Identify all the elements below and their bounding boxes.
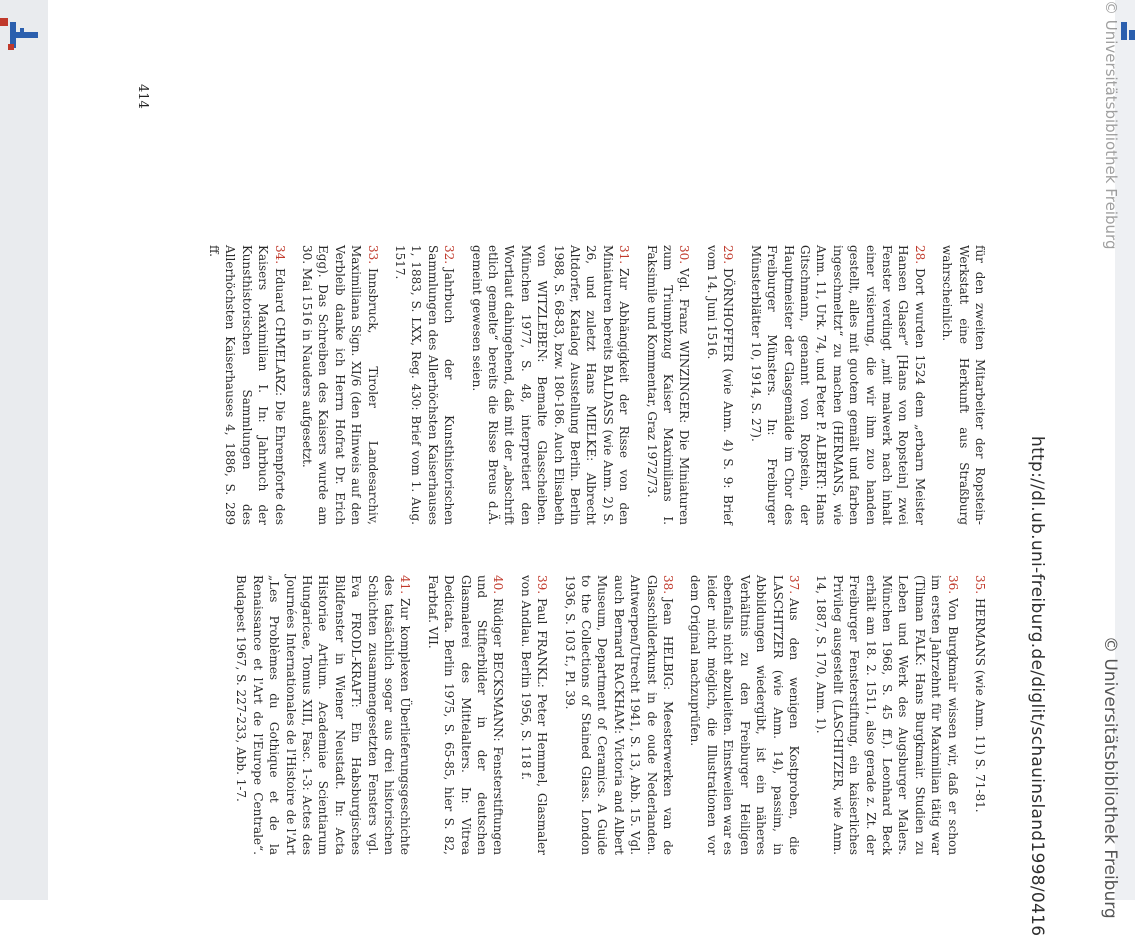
scanner-border-left — [0, 0, 48, 900]
footnote — [747, 245, 927, 525]
footnote-text: Dort wurden 1524 dem „erbarn Meister Hansen Glaser“ [Hans von Ropstein] zwei Fenster verdingt „mit malwerk nach inhalt einer visierung, die wir ihm zuo handen gestellt, alles mit guotem gemält und farben ingeschmeltzt“ zu machen (HERMANS, wie Anm. 11, Urk. 74, und Peter P. ALBERT: Hans Gitschmann, genannt von Ropstein, der Hauptmeister der Glasgemälde im Chor des Freiburger Münsters. In: Freiburger Münsterblätter 10, 1914, S. 27). — [748, 245, 927, 525]
footnote-text: Jahrbuch der Kunsthistorischen Sammlungen des Allerhöchsten Kaiserhauses 1, 1883, S. LXX, Reg. 430: Brief vom 1. Aug. 1517. — [393, 245, 457, 525]
footnote-text: Jean HELBIG: Meesterwerken van de Glasschilderkunst in de oude Nederlanden. Antwerpen/Utrecht 1941, S. 13, Abb. 15. Vgl. auch Bernard RACKHAM: Victoria and Albert Museum, Department of Ceramics. A Guide to the Collections of Stained Glass. London 1936, S. 103 f., Pl. 39. — [562, 575, 676, 855]
document-page — [135, 0, 1000, 900]
footnote-number: 35. — [973, 575, 987, 595]
footnote-text: Zur Abhängigkeit der Risse von den Miniaturen bereits BALDASS (wie Anm. 2) S. 26, und zuletzt Hans MIELKE: Albrecht Altdorfer, Katalog Ausstellung Berlin. Berlin 1988, S. 68-83, bzw. 180-186. Auch Elisabeth von WITZLEBEN: Bemalte Glasscheiben. München 1977, S. 48, interpretiert den Wortlaut dahingehend, daß mit der „abschrift etlich gemelte“ bereits die Risse Breus d.Ä. gemeint gewesen seien. — [469, 245, 632, 525]
footnote-number: 41. — [398, 575, 413, 595]
footnote-column-second — [222, 575, 988, 855]
footnote — [468, 245, 632, 525]
footnote-number: 38. — [661, 575, 676, 595]
footnote-text: Zur komplexen Überlieferungsgeschichte des tatsächlich sogar aus drei historischen Schichten zusammengesetzten Fensters vgl. Eva FRODL-KRAFT: Ein Habsburgisches Bildfenster in Wiener Neustadt. In: Acta Historiae Artium. Academiae Scientiarum Hungaricae, Tomus XIII, Fasc. 1-3: Actes des Journées Internationales de l'Histoire de l'Art „Les Problèmes du Gothique et de la Renaissance et l'Art de l'Europe Centrale“. Budapest 1967, S. 227-233, Abb. 1-7. — [234, 575, 413, 855]
footnote-text: HERMANS (wie Anm. 11) S. 71-81. — [973, 598, 987, 813]
footnote-number: 30. — [677, 245, 692, 265]
footnote — [813, 575, 961, 855]
footnote-text: Paul FRANKL: Peter Hemmel, Glasmaler von Andlau. Berlin 1956, S. 118 f. — [518, 575, 550, 855]
footnote — [561, 575, 676, 855]
watermark-copyright: © Universitätsbibliothek Freiburg — [1100, 636, 1120, 919]
footnote — [233, 575, 413, 855]
watermark-url[interactable]: http://dl.ub.uni-freiburg.de/diglit/schauinsland1998/0416 — [1027, 436, 1047, 936]
footnote-number: 29. — [721, 245, 736, 265]
footnote — [704, 245, 737, 525]
footnote-number: 39. — [535, 575, 550, 595]
footnote — [299, 245, 381, 525]
watermark-copyright-top: © Universitätsbibliothek Freiburg — [1102, 0, 1120, 250]
footnote-number: 28. — [912, 245, 927, 265]
footnote-text: Rüdiger BECKSMANN: Fensterstiftungen und Stifterbilder in der deutschen Glasmalerei des Mittelalters. In: Vitrea Dedicata. Berlin 1975, S. 65-85, hier S. 82, Farbtaf. VII. — [425, 575, 506, 855]
footnote — [939, 245, 988, 525]
footnote-text: für den zweiten Mitarbeiter der Ropstein-Werkstatt eine Herkunft aus Straßburg wahrscheinlich. — [940, 245, 987, 525]
footnote-number: 32. — [442, 245, 457, 265]
footnote — [643, 245, 692, 525]
footnote-number: 34. — [272, 245, 287, 265]
footnote — [972, 575, 988, 855]
footnote-number: 37. — [786, 575, 801, 595]
page-number: 414 — [135, 84, 150, 109]
footnote-text: Vgl. Franz WINZINGER: Die Miniaturen zum Triumphzug Kaiser Maximilians I. Faksimile und Kommentar, Graz 1972/73. — [644, 245, 692, 525]
footnote-number: 31. — [617, 245, 632, 265]
footnote — [392, 245, 458, 525]
footnote — [206, 245, 288, 525]
footnote-text: Eduard CHMELARZ: Die Ehrenpforte des Kaisers Maximilian I. In: Jahrbuch der Kunsthistorischen Sammlungen des Allerhöchsten Kaiserhauses 4, 1886, S. 289 ff. — [206, 245, 287, 525]
footnote-text: Aus den wenigen Kostproben, die LASCHITZER (wie Anm. 14), passim, in Abbildungen wiedergibt, ist ein näheres Verhältnis zu den Freiburger Heiligen ebenfalls nicht abzuleiten. Einstweilen war es leider nicht möglich, die Illustrationen vor dem Original nachzuprüfen. — [688, 575, 801, 855]
footnote — [687, 575, 802, 855]
footnote-column-first — [195, 245, 988, 525]
footnote-text: Innsbruck, Tiroler Landesarchiv, Maximiliana Sign. XI/6 (den Hinweis auf den Verbleib danke ich Herrn Hofrat Dr. Erich Egg). Das Schreiben des Kaisers wurde am 30. Mai 1516 in Nauders aufgesetzt. — [299, 245, 380, 525]
footnote — [424, 575, 506, 855]
footnote — [517, 575, 550, 855]
footnote-text: Von Burgkmair wissen wir, daß er schon im ersten Jahrzehnt für Maximilian tätig war (Tilman FALK: Hans Burgkmair. Studien zu Leben und Werk des Augsburger Malers. München 1968, S. 45 ff.). Leonhard Beck erhält am 18. 2. 1511, also gerade z. Zt. der Freiburger Fensterstiftung, ein kaiserliches Privileg ausgestellt (LASCHITZER, wie Anm. 14, 1887, S. 170, Anm. 1). — [814, 575, 960, 855]
footnote-text: DÖRNHOFFER (wie Anm. 4) S. 9: Brief vom 14. Juni 1516. — [704, 245, 736, 525]
footnote-number: 36. — [945, 575, 960, 595]
footnote-number: 40. — [491, 575, 506, 595]
footnote-number: 33. — [365, 245, 380, 265]
